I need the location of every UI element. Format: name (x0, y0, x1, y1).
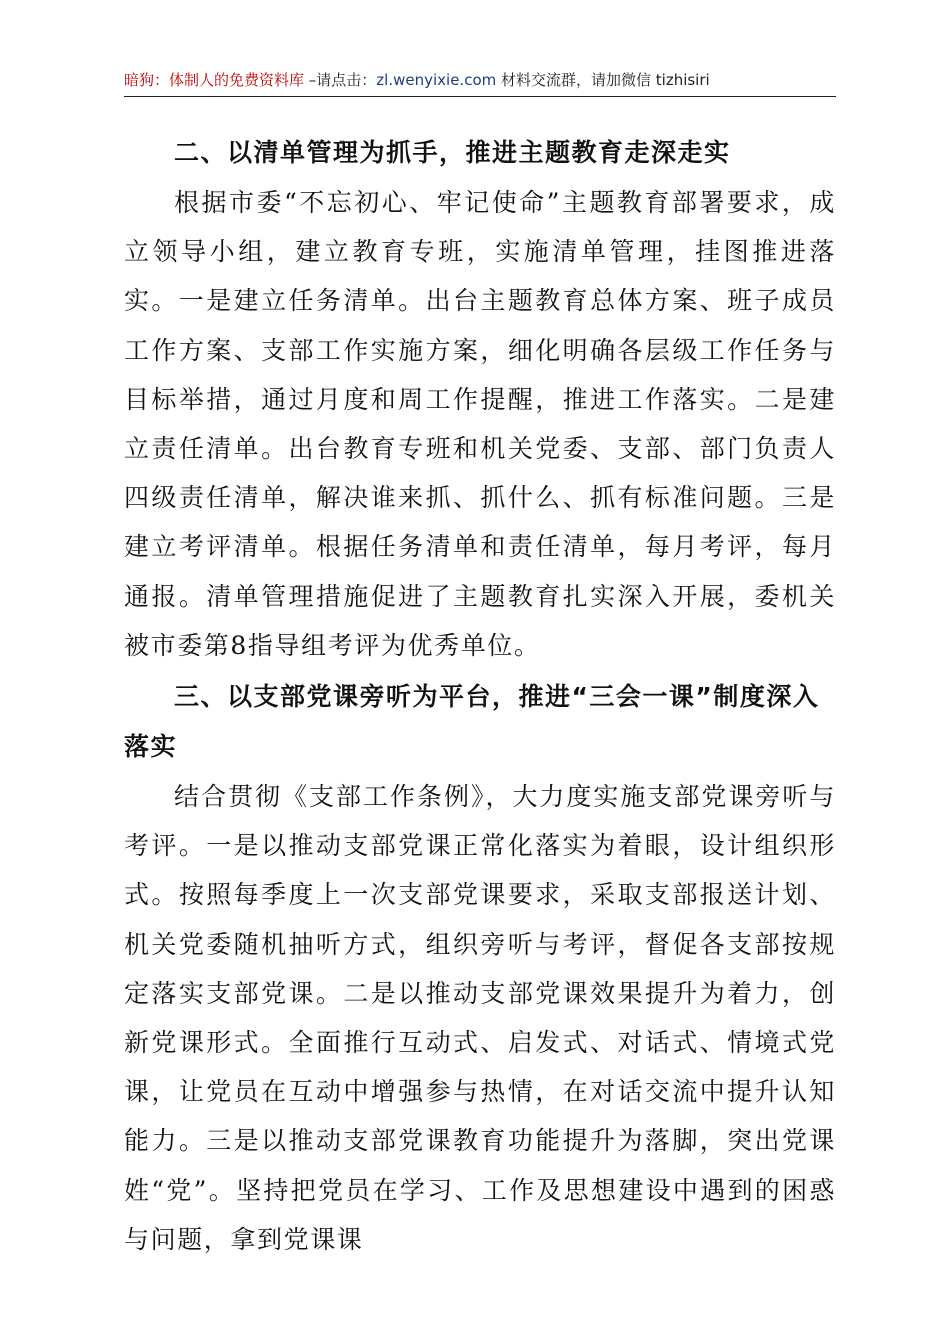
header-link[interactable]: zl.wenyixie.com (376, 71, 497, 89)
header-site-name: 暗狗：体制人的免费资料库 (124, 71, 305, 89)
header-wechat-note: 材料交流群，请加微信 tizhisiri (496, 71, 710, 89)
header-click-prompt: –请点击： (304, 71, 377, 89)
section-3-heading-line2: 落实 (124, 732, 178, 762)
document-body (124, 128, 836, 1264)
section-3-paragraph: 结合贯彻《支部工作条例》，大力度实施支部党课旁听与考评。一是以推动支部党课正常化落实为着眼，设计组织形式。按照每季度上一次支部党课要求，采取支部报送计划、机关党委随机抽听方式，组织旁听与考评，督促各支部按规定落实支部党课。二是以推动支部党课效果提升为着力，创新党课形式。全面推行互动式、启发式、对话式、情境式党课，让党员在互动中增强参与热情，在对话交流中提升认知能力。三是以推动支部党课教育功能提升为落脚，突出党课姓“党”。坚持把党员在学习、工作及思想建设中遇到的困惑与问题，拿到党课课 (124, 782, 836, 1254)
header-divider (124, 96, 836, 97)
section-2-heading: 二、以清单管理为抓手，推进主题教育走深走实 (174, 138, 731, 167)
page-header (124, 68, 836, 96)
section-3-heading (124, 672, 836, 772)
section-2-paragraph: 根据市委“不忘初心、牢记使命”主题教育部署要求，成立领导小组，建立教育专班，实施清单管理，挂图推进落实。一是建立任务清单。出台主题教育总体方案、班子成员工作方案、支部工作实施方案，细化明确各层级工作任务与目标举措，通过月度和周工作提醒，推进工作落实。二是建立责任清单。出台教育专班和机关党委、支部、部门负责人四级责任清单，解决谁来抓、抓什么、抓有标准问题。三是建立考评清单。根据任务清单和责任清单，每月考评，每月通报。清单管理措施促进了主题教育扎实深入开展，委机关被市委第8指导组考评为优秀单位。 (124, 188, 836, 660)
section-3-heading-line1: 三、以支部党课旁听为平台，推进“三会一课”制度深入 (174, 682, 820, 712)
